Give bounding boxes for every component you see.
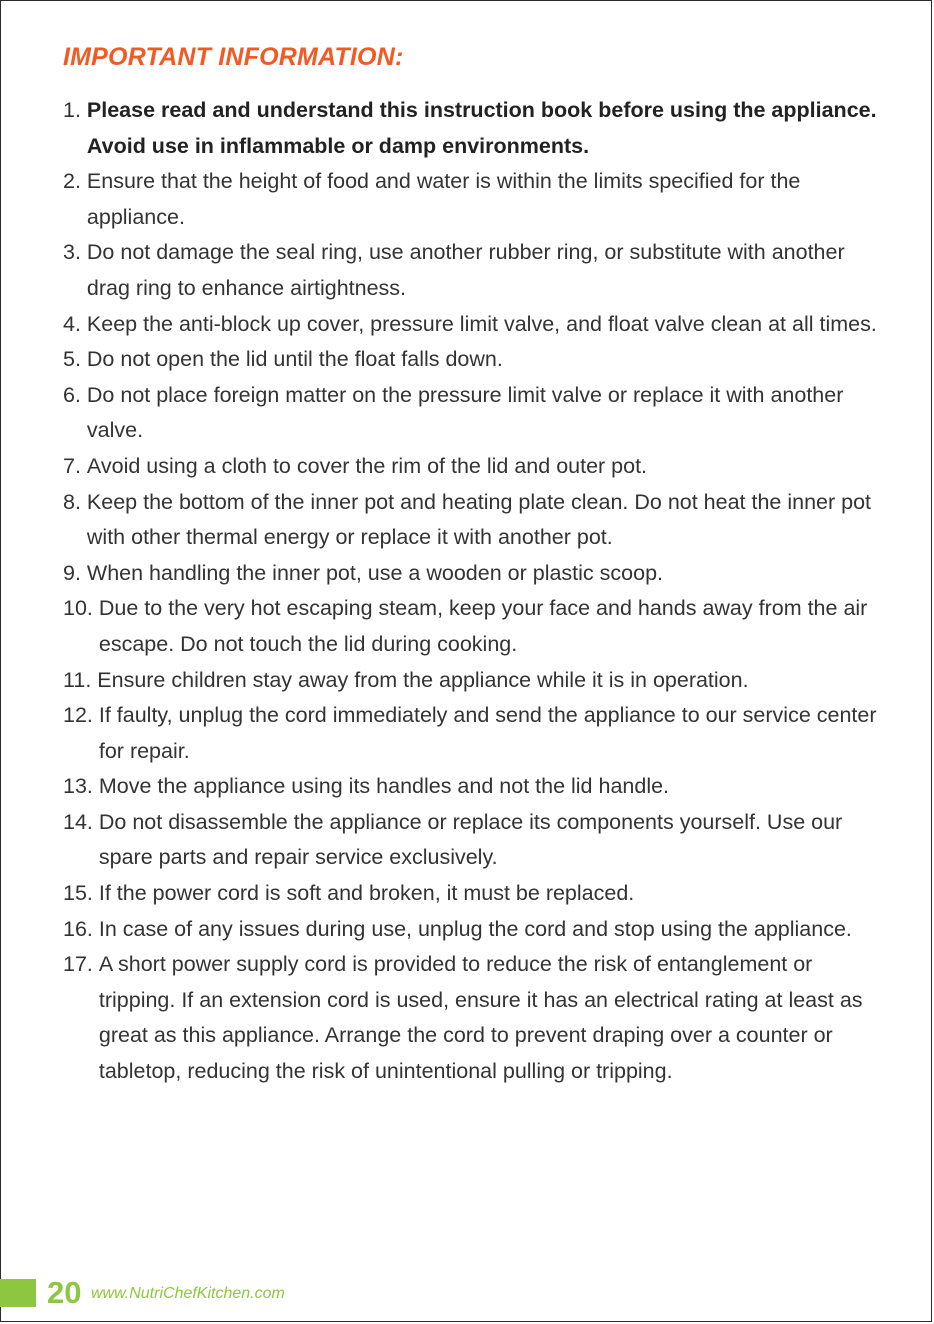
list-item bbox=[63, 805, 893, 876]
page-number: 20 bbox=[47, 1275, 82, 1310]
item-text: Do not place foreign matter on the pressure limit valve or replace it with another valve. bbox=[86, 382, 844, 443]
item-number: 1. bbox=[63, 98, 87, 122]
item-text: Avoid using a cloth to cover the rim of the lid and outer pot. bbox=[86, 453, 648, 478]
item-number: 17. bbox=[63, 952, 99, 977]
item-text: Due to the very hot escaping steam, keep your face and hands away from the air escape. Do not touch the lid during cooking. bbox=[98, 596, 868, 656]
list-item bbox=[63, 663, 893, 699]
list-item bbox=[63, 769, 893, 805]
item-number: 11. bbox=[63, 667, 98, 692]
page-title: IMPORTANT INFORMATION: bbox=[63, 43, 404, 71]
item-text: Do not damage the seal ring, use another rubber ring, or substitute with another drag ring to enhance airtightness. bbox=[86, 240, 845, 300]
item-number: 16. bbox=[63, 916, 99, 941]
list-item bbox=[63, 164, 893, 235]
list-item bbox=[63, 342, 893, 378]
item-number: 3. bbox=[63, 240, 87, 265]
list-item bbox=[63, 378, 893, 449]
item-number: 14. bbox=[63, 809, 99, 834]
item-text: Keep the bottom of the inner pot and heating plate clean. Do not heat the inner pot with other thermal energy or replace it with another pot. bbox=[86, 489, 872, 550]
list-item bbox=[63, 947, 893, 1089]
item-number: 4. bbox=[63, 311, 87, 336]
item-text: Move the appliance using its handles and not the lid handle. bbox=[98, 774, 670, 799]
instruction-list bbox=[63, 93, 893, 1090]
list-item bbox=[63, 449, 893, 485]
item-text: Please read and understand this instruction book before using the appliance. Avoid use in inflammable or damp environments. bbox=[86, 98, 877, 158]
footer-accent-bar bbox=[0, 1279, 36, 1307]
item-number: 12. bbox=[63, 703, 99, 728]
item-text: When handling the inner pot, use a wooden or plastic scoop. bbox=[86, 560, 663, 585]
item-text: Ensure that the height of food and water is within the limits specified for the appliance. bbox=[86, 169, 801, 229]
list-item bbox=[63, 235, 893, 306]
item-number: 10. bbox=[63, 596, 99, 621]
item-number: 13. bbox=[63, 774, 99, 799]
item-number: 2. bbox=[63, 169, 87, 194]
website-url: www.NutriChefKitchen.com bbox=[91, 1285, 285, 1302]
item-text: In case of any issues during use, unplug the cord and stop using the appliance. bbox=[98, 916, 852, 941]
list-item bbox=[63, 485, 893, 556]
item-text: Ensure children stay away from the appliance while it is in operation. bbox=[97, 667, 749, 692]
item-number: 5. bbox=[63, 347, 87, 372]
item-text: Do not open the lid until the float falls down. bbox=[86, 347, 503, 372]
list-item bbox=[63, 876, 893, 912]
item-text: If faulty, unplug the cord immediately and send the appliance to our service center for repair. bbox=[98, 703, 877, 763]
list-item bbox=[63, 591, 893, 662]
item-number: 9. bbox=[63, 560, 87, 585]
item-text: Do not disassemble the appliance or replace its components yourself. Use our spare parts and repair service exclusively. bbox=[98, 809, 843, 870]
item-text: A short power supply cord is provided to reduce the risk of entanglement or tripping. If an extension cord is used, ensure it has an electrical rating at least as great as this appliance. Arrange the cord to prevent draping over a counter or tabletop, reducing the risk of unintentional pulling or tripping. bbox=[98, 952, 863, 1084]
list-item bbox=[63, 912, 893, 948]
item-number: 7. bbox=[63, 453, 87, 478]
list-item bbox=[63, 556, 893, 592]
item-number: 15. bbox=[63, 881, 99, 906]
item-text: If the power cord is soft and broken, it must be replaced. bbox=[98, 881, 635, 906]
item-number: 6. bbox=[63, 382, 87, 407]
item-number: 8. bbox=[63, 489, 87, 514]
list-item bbox=[63, 93, 893, 164]
list-item bbox=[63, 698, 893, 769]
list-item bbox=[63, 307, 893, 343]
item-text: Keep the anti-block up cover, pressure limit valve, and float valve clean at all times. bbox=[86, 311, 877, 336]
